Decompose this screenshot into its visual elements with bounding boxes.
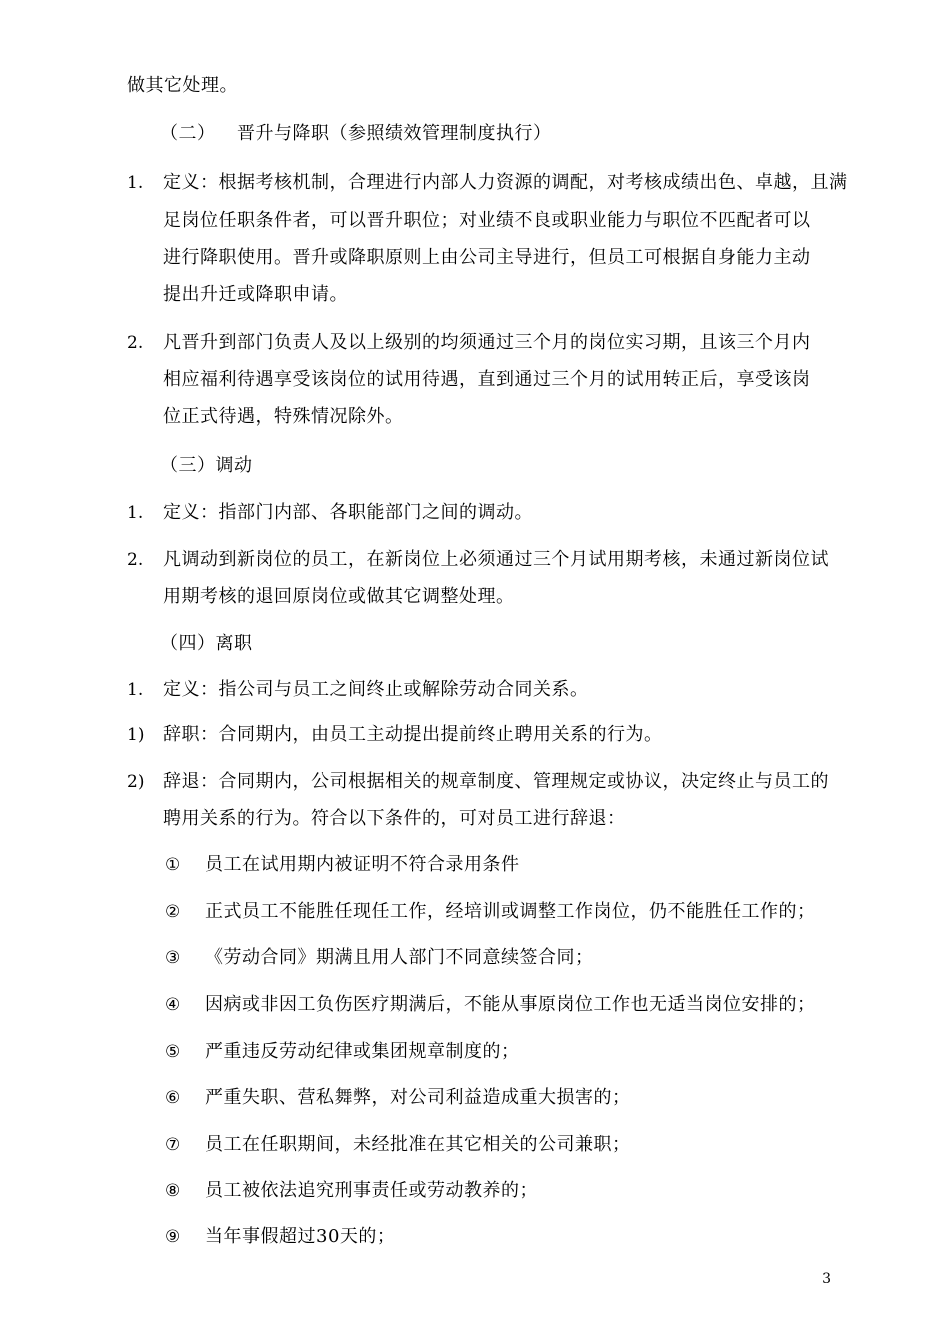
paragraph-line: 足岗位任职条件者，可以晋升职位；对业绩不良或职业能力与职位不匹配者可以 xyxy=(163,210,811,231)
paragraph-line: 用期考核的退回原岗位或做其它调整处理。 xyxy=(163,586,515,607)
condition-text: 因病或非因工负伤医疗期满后，不能从事原岗位工作也无适当岗位安排的； xyxy=(205,994,816,1015)
paragraph-line: 定义：指部门内部、各职能部门之间的调动。 xyxy=(163,502,533,523)
paragraph-line: 进行降职使用。晋升或降职原则上由公司主导进行，但员工可根据自身能力主动 xyxy=(163,247,811,268)
paragraph-line: 定义：根据考核机制，合理进行内部人力资源的调配，对考核成绩出色、卓越，且满 xyxy=(163,172,848,193)
condition-number: ⑤ xyxy=(165,1042,181,1062)
paragraph-line: 定义：指公司与员工之间终止或解除劳动合同关系。 xyxy=(163,679,589,700)
continuation-text: 做其它处理。 xyxy=(127,75,238,96)
condition-number: ⑧ xyxy=(165,1181,181,1201)
condition-number: ⑦ xyxy=(165,1135,181,1155)
list-number: 1. xyxy=(127,503,144,523)
condition-text: 当年事假超过30天的； xyxy=(205,1226,396,1247)
condition-text: 正式员工不能胜任现任工作，经培训或调整工作岗位，仍不能胜任工作的； xyxy=(205,901,816,922)
paragraph-line: 辞退：合同期内，公司根据相关的规章制度、管理规定或协议，决定终止与员工的 xyxy=(163,771,829,792)
section-4-heading: （四）离职 xyxy=(160,633,253,654)
condition-text: 严重失职、营私舞弊，对公司利益造成重大损害的； xyxy=(205,1087,631,1108)
section-2-heading-number: （二） xyxy=(160,123,216,144)
paragraph-line: 凡晋升到部门负责人及以上级别的均须通过三个月的岗位实习期，且该三个月内 xyxy=(163,332,811,353)
condition-number: ⑨ xyxy=(165,1227,181,1247)
list-number: 2. xyxy=(127,550,144,570)
list-number: 1) xyxy=(127,725,145,745)
condition-text: 员工被依法追究刑事责任或劳动教养的； xyxy=(205,1180,538,1201)
paragraph-line: 辞职：合同期内，由员工主动提出提前终止聘用关系的行为。 xyxy=(163,724,663,745)
list-number: 1. xyxy=(127,173,144,193)
condition-number: ④ xyxy=(165,995,181,1015)
list-number: 2. xyxy=(127,333,144,353)
paragraph-line: 聘用关系的行为。符合以下条件的，可对员工进行辞退： xyxy=(163,808,626,829)
condition-text: 员工在任职期间，未经批准在其它相关的公司兼职； xyxy=(205,1134,631,1155)
page-number: 3 xyxy=(822,1271,831,1287)
condition-text: 《劳动合同》期满且用人部门不同意续签合同； xyxy=(205,947,594,968)
condition-number: ② xyxy=(165,902,181,922)
condition-number: ① xyxy=(165,855,181,875)
paragraph-line: 位正式待遇，特殊情况除外。 xyxy=(163,406,404,427)
condition-text: 员工在试用期内被证明不符合录用条件 xyxy=(205,854,520,875)
list-number: 1. xyxy=(127,680,144,700)
section-2-heading: 晋升与降职（参照绩效管理制度执行） xyxy=(237,123,552,144)
paragraph-line: 凡调动到新岗位的员工，在新岗位上必须通过三个月试用期考核，未通过新岗位试 xyxy=(163,549,829,570)
condition-number: ⑥ xyxy=(165,1088,181,1108)
list-number: 2) xyxy=(127,772,145,792)
condition-number: ③ xyxy=(165,948,181,968)
paragraph-line: 提出升迁或降职申请。 xyxy=(163,284,348,305)
condition-text: 严重违反劳动纪律或集团规章制度的； xyxy=(205,1041,520,1062)
paragraph-line: 相应福利待遇享受该岗位的试用待遇，直到通过三个月的试用转正后，享受该岗 xyxy=(163,369,811,390)
section-3-heading: （三）调动 xyxy=(160,455,253,476)
